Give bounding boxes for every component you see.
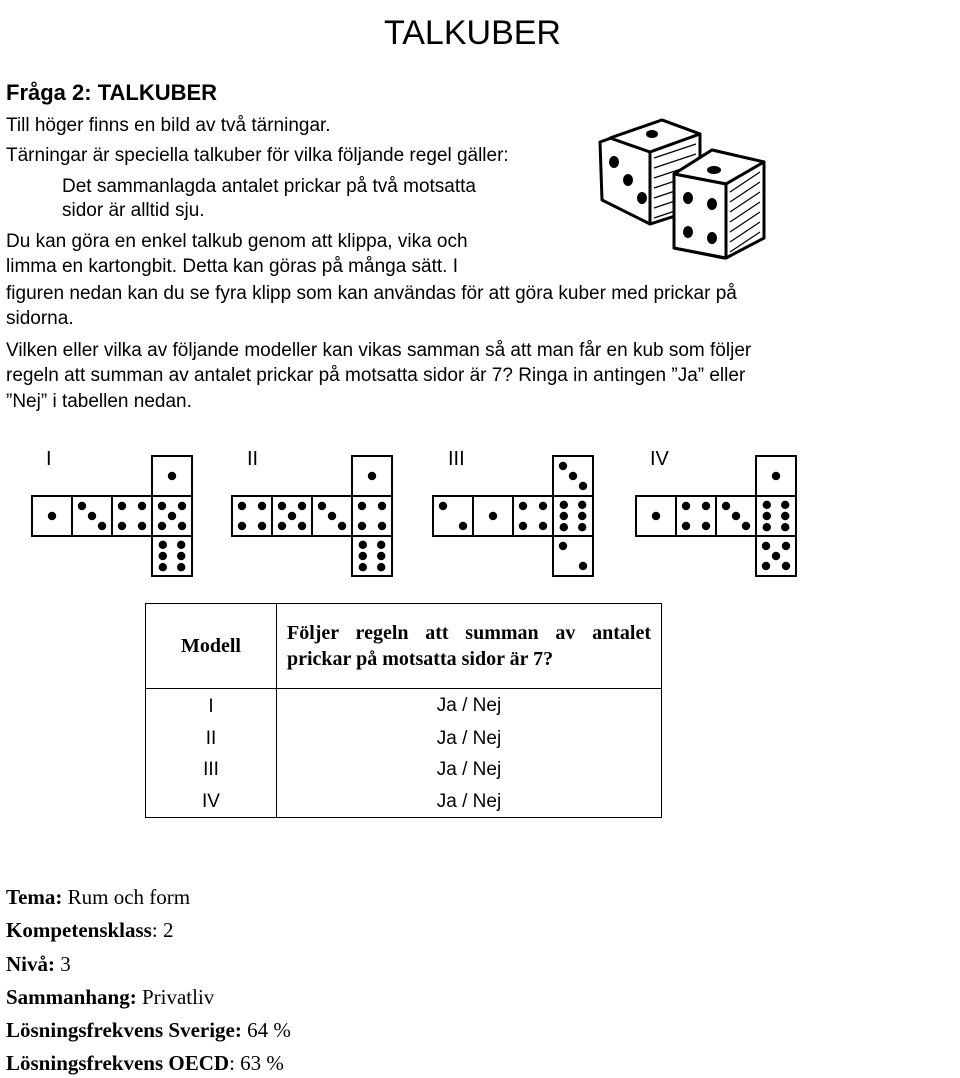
para1-line-4: sidorna. [6, 308, 74, 329]
pip [178, 522, 186, 530]
pip [781, 523, 789, 531]
pip [288, 512, 296, 520]
pip [168, 512, 176, 520]
pip [118, 502, 126, 510]
net-face-middle [152, 496, 192, 536]
pip [377, 563, 385, 571]
table-header-model: Modell [146, 604, 277, 689]
table-cell-answer[interactable]: Ja / Nej [277, 689, 662, 723]
pip [378, 502, 386, 510]
pip [298, 522, 306, 530]
net-face-left [636, 496, 676, 536]
pip [682, 502, 690, 510]
rule-line-2: sidor är alltid sju. [62, 200, 205, 221]
pip [682, 522, 690, 530]
pip [439, 502, 447, 510]
pip [569, 472, 577, 480]
pip [722, 502, 730, 510]
net-face-middle [553, 496, 593, 536]
net-face-middle [716, 496, 756, 536]
question-title: Fråga 2: TALKUBER [6, 80, 218, 105]
table-cell-model: III [146, 754, 277, 786]
pip [560, 512, 568, 520]
table-cell-model: IV [146, 786, 277, 818]
pip [338, 522, 346, 530]
table-cell-answer[interactable]: Ja / Nej [277, 754, 662, 786]
pip [702, 522, 710, 530]
table-row [146, 786, 662, 818]
pip [772, 552, 780, 560]
net-face-middle [473, 496, 513, 536]
pip [238, 502, 246, 510]
para2-line-1: Vilken eller vilka av följande modeller kan vikas samman så att man får en kub som följer [6, 340, 752, 361]
table-cell-model: I [146, 689, 277, 723]
pip [519, 502, 527, 510]
pip [168, 472, 176, 480]
pip [742, 522, 750, 530]
intro-line-2: Tärningar är speciella talkuber för vilka följande regel gäller: [6, 145, 509, 166]
net-face-top [152, 456, 192, 496]
pip [377, 541, 385, 549]
net-face-middle [272, 496, 312, 536]
pip [763, 512, 771, 520]
table-cell-answer[interactable]: Ja / Nej [277, 723, 662, 755]
pip [559, 462, 567, 470]
intro-line-1: Till höger finns en bild av två tärningar. [6, 115, 331, 136]
pip [762, 542, 770, 550]
table-row [146, 723, 662, 755]
two-dice-icon [592, 112, 817, 262]
net-label-i: I [46, 448, 52, 470]
rule-line-1: Det sammanlagda antalet prickar på två motsatta [62, 176, 476, 197]
net-face-top [352, 456, 392, 496]
pip [358, 522, 366, 530]
pip [578, 523, 586, 531]
para2-line-2: regeln att summan av antalet prickar på motsatta sidor är 7? Ringa in antingen ”Ja” eller [6, 365, 746, 386]
net-label-iii: III [448, 448, 465, 470]
pip [539, 502, 547, 510]
pip [560, 501, 568, 509]
pip [772, 472, 780, 480]
pip [763, 523, 771, 531]
pip [762, 562, 770, 570]
cube-nets [0, 440, 960, 585]
pip [559, 542, 567, 550]
para1-line-1: Du kan göra en enkel talkub genom att klippa, vika och [6, 231, 468, 252]
net-face-left [433, 496, 473, 536]
pip [158, 502, 166, 510]
net-label-iv: IV [650, 448, 669, 470]
pip [178, 502, 186, 510]
table-header-question: Följer regeln att summan av antalet prickar på motsatta sidor är 7? [277, 604, 662, 689]
pip [159, 541, 167, 549]
pip [781, 512, 789, 520]
table-row [146, 754, 662, 786]
pip [118, 522, 126, 530]
pip [278, 502, 286, 510]
pip [328, 512, 336, 520]
pip [238, 522, 246, 530]
answer-table [145, 603, 662, 818]
meta-losningsfrekvens-sverige: Lösningsfrekvens Sverige: 64 % [6, 1018, 291, 1042]
pip [560, 523, 568, 531]
pip [359, 563, 367, 571]
net-face-middle [112, 496, 152, 536]
pip [359, 552, 367, 560]
net-face-left [32, 496, 72, 536]
meta-sammanhang: Sammanhang: Privatliv [6, 985, 215, 1009]
net-face-bottom [756, 536, 796, 576]
pip [782, 562, 790, 570]
page-title: TALKUBER [384, 14, 561, 52]
pip [763, 501, 771, 509]
pip [702, 502, 710, 510]
pip [159, 552, 167, 560]
meta-niva: Nivå: 3 [6, 952, 71, 976]
meta-losningsfrekvens-oecd: Lösningsfrekvens OECD: 63 % [6, 1051, 284, 1075]
pip [579, 562, 587, 570]
pip [48, 512, 56, 520]
pip [177, 563, 185, 571]
pip [258, 522, 266, 530]
net-face-middle [72, 496, 112, 536]
pip [158, 522, 166, 530]
pip [88, 512, 96, 520]
pip [359, 541, 367, 549]
pip [98, 522, 106, 530]
pip [732, 512, 740, 520]
pip [358, 502, 366, 510]
para2-line-3: ”Nej” i tabellen nedan. [6, 391, 192, 412]
pip [459, 522, 467, 530]
pip [138, 502, 146, 510]
net-face-middle [513, 496, 553, 536]
net-face-bottom [152, 536, 192, 576]
net-face-middle [756, 496, 796, 536]
net-face-top [553, 456, 593, 496]
pip [378, 522, 386, 530]
table-cell-model: II [146, 723, 277, 755]
meta-kompetensklass: Kompetensklass: 2 [6, 918, 174, 942]
pip [298, 502, 306, 510]
net-face-middle [312, 496, 352, 536]
pip [278, 522, 286, 530]
pip [578, 501, 586, 509]
pip [258, 502, 266, 510]
table-row [146, 689, 662, 723]
pip [578, 512, 586, 520]
net-face-bottom [352, 536, 392, 576]
pip [159, 563, 167, 571]
pip [138, 522, 146, 530]
pip [519, 522, 527, 530]
net-face-middle [352, 496, 392, 536]
pip [368, 472, 376, 480]
pip [177, 552, 185, 560]
pip [539, 522, 547, 530]
para1-line-2: limma en kartongbit. Detta kan göras på många sätt. I [6, 256, 459, 277]
pip [377, 552, 385, 560]
pip [177, 541, 185, 549]
net-face-left [232, 496, 272, 536]
pip [782, 542, 790, 550]
meta-tema: Tema: Rum och form [6, 885, 191, 909]
pip [489, 512, 497, 520]
para1-line-3: figuren nedan kan du se fyra klipp som kan användas för att göra kuber med prickar på [6, 283, 737, 304]
pip [579, 482, 587, 490]
net-face-bottom [553, 536, 593, 576]
pip [318, 502, 326, 510]
table-cell-answer[interactable]: Ja / Nej [277, 786, 662, 818]
net-label-ii: II [247, 448, 259, 470]
net-face-top [756, 456, 796, 496]
pip [781, 501, 789, 509]
net-face-middle [676, 496, 716, 536]
pip [78, 502, 86, 510]
pip [652, 512, 660, 520]
